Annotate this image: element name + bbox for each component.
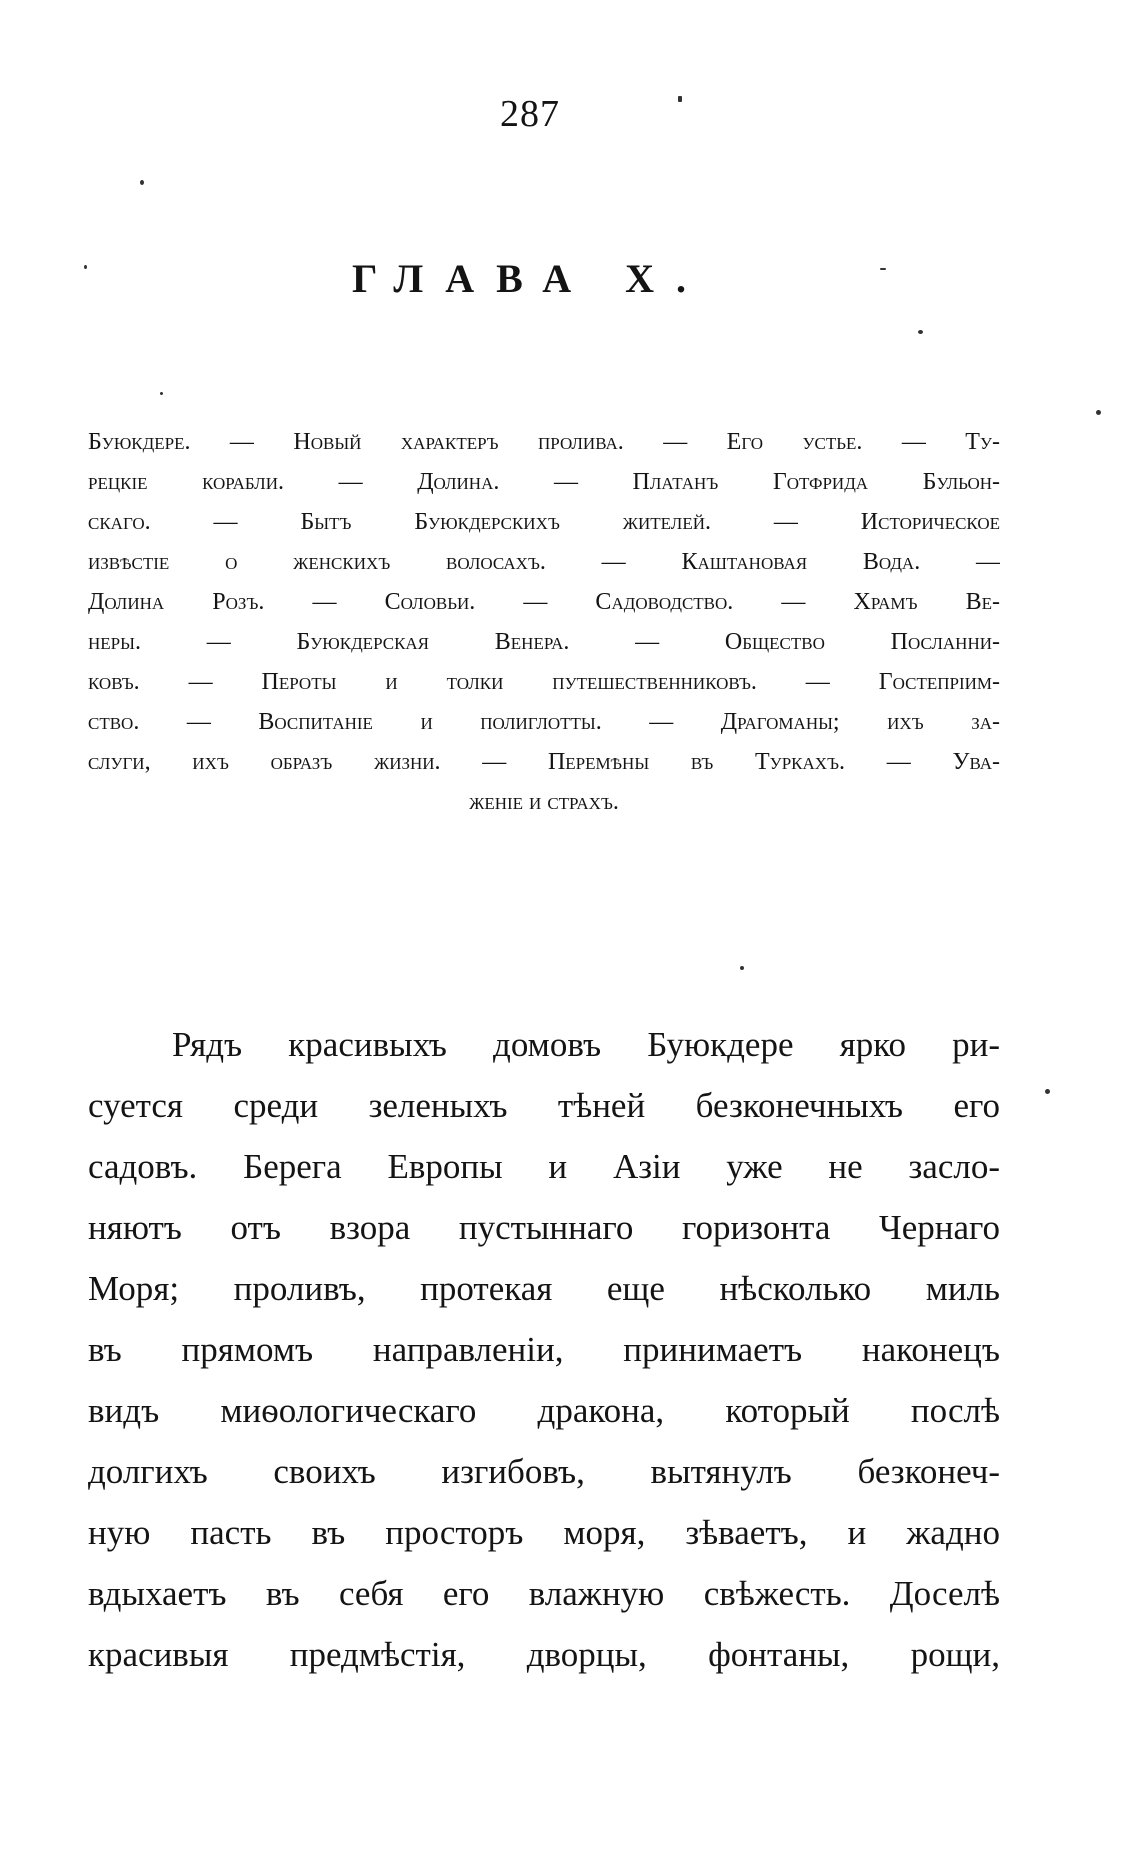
body-line: суется среди зеленыхъ тѣней безконечныхъ его bbox=[88, 1086, 1000, 1125]
summary-line: рецкіе корабли. — Долина. — Платанъ Готфрида Бульон- bbox=[88, 469, 1000, 495]
summary-line: ковъ. — Пероты и толки путешественниковъ. — Гостепріим- bbox=[88, 669, 1000, 695]
scan-speck bbox=[140, 180, 144, 185]
scan-speck bbox=[678, 96, 682, 102]
scan-speck bbox=[84, 265, 87, 269]
body-line: красивыя предмѣстія, дворцы, фонтаны, рощи, bbox=[88, 1635, 1000, 1674]
summary-line: Буюкдере. — Новый характеръ пролива. — Его устье. — Ту- bbox=[88, 429, 1000, 455]
summary-line: скаго. — Бытъ Буюкдерскихъ жителей. — Историческое bbox=[88, 509, 1000, 535]
body-line: садовъ. Берега Европы и Азіи уже не засло- bbox=[88, 1147, 1000, 1186]
scan-speck bbox=[880, 268, 886, 270]
summary-line: неры. — Буюкдерская Венера. — Общество Посланни- bbox=[88, 629, 1000, 655]
body-text bbox=[88, 1014, 1000, 1685]
scan-speck bbox=[740, 966, 744, 970]
summary-line: извѣстіе о женскихъ волосахъ. — Каштановая Вода. — bbox=[88, 549, 1000, 575]
body-line: ную пасть въ просторъ моря, зѣваетъ, и жадно bbox=[88, 1513, 1000, 1552]
scan-speck bbox=[1045, 1089, 1050, 1094]
summary-line: женіе и страхъ. bbox=[469, 789, 619, 815]
summary-line: ство. — Воспитаніе и полиглотты. — Драгоманы; ихъ за- bbox=[88, 709, 1000, 735]
scan-speck bbox=[1096, 410, 1101, 415]
chapter-summary bbox=[88, 422, 1000, 822]
body-line: вдыхаетъ въ себя его влажную свѣжесть. Доселѣ bbox=[88, 1574, 1000, 1613]
body-line: няютъ отъ взора пустыннаго горизонта Чернаго bbox=[88, 1208, 1000, 1247]
body-line: Моря; проливъ, протекая еще нѣсколько миль bbox=[88, 1269, 1000, 1308]
body-line: въ прямомъ направленіи, принимаетъ наконецъ bbox=[88, 1330, 1000, 1369]
chapter-title: ГЛАВА X. bbox=[351, 256, 709, 301]
scan-speck bbox=[160, 392, 163, 395]
summary-line: слуги, ихъ образъ жизни. — Перемѣны въ Туркахъ. — Ува- bbox=[88, 749, 1000, 775]
body-line: Рядъ красивыхъ домовъ Буюкдере ярко ри- bbox=[172, 1025, 1000, 1064]
body-line: долгихъ своихъ изгибовъ, вытянулъ безконеч- bbox=[88, 1452, 1000, 1491]
scan-speck bbox=[918, 330, 923, 334]
summary-line: Долина Розъ. — Соловьи. — Садоводство. — Храмъ Ве- bbox=[88, 589, 1000, 615]
body-line: видъ миѳологическаго дракона, который послѣ bbox=[88, 1391, 1000, 1430]
page-number: 287 bbox=[500, 93, 560, 135]
